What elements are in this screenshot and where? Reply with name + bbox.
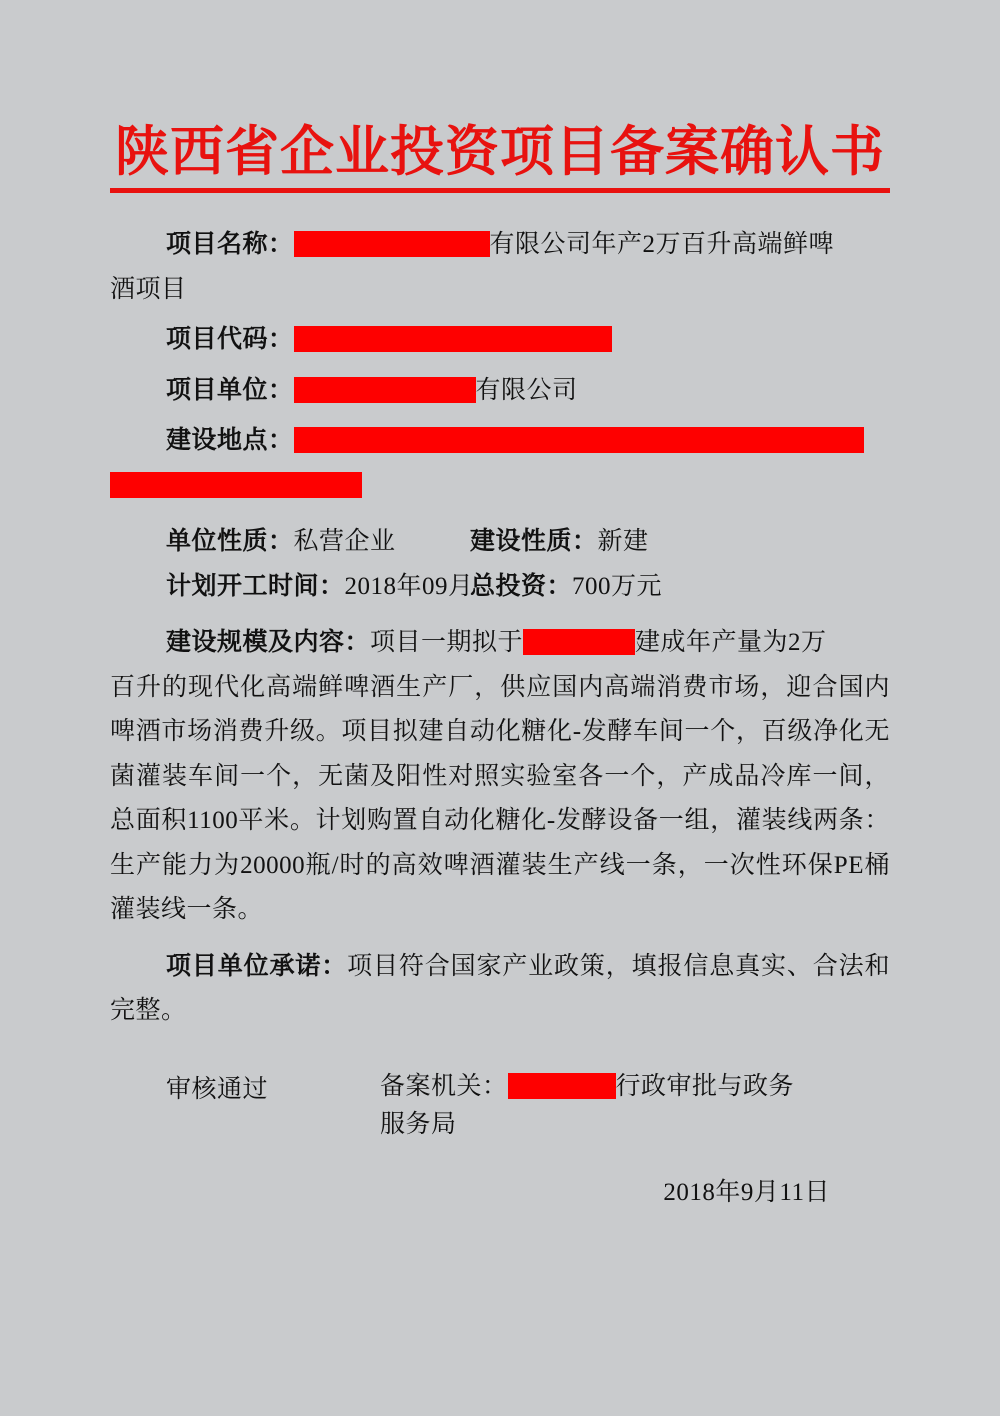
field-total-invest (470, 565, 890, 610)
commitment-text: 项目符合国家产业政策，填报信息真实、合法和完整。 (110, 952, 890, 1025)
start-time-label: 计划开工时间： (166, 572, 345, 600)
project-name-line2: 酒项目 (110, 275, 187, 303)
row-nature (110, 520, 890, 565)
commitment-label: 项目单位承诺： (166, 952, 348, 980)
scale-prefix: 项目一期拟于 (370, 629, 524, 657)
field-start-time (110, 565, 474, 610)
field-build-nature (470, 520, 890, 565)
scale-suffix: 建成年产量为2万 (635, 629, 827, 657)
field-project-name (110, 223, 890, 268)
row-signature (110, 1068, 890, 1146)
field-scale-head (110, 621, 890, 666)
authority-line2: 服务局 (380, 1111, 457, 1139)
scale-label: 建设规模及内容： (166, 629, 371, 657)
build-nature-value: 新建 (597, 528, 649, 556)
unit-nature-label: 单位性质： (166, 528, 294, 556)
authority-label: 备案机关： (380, 1072, 508, 1100)
redaction-bar-authority (508, 1073, 616, 1099)
field-project-code (110, 318, 890, 363)
page-title: 陕西省企业投资项目备案确认书 (110, 120, 890, 193)
redaction-bar-project-code (294, 326, 612, 352)
field-build-site-line2 (110, 464, 890, 509)
authority-suffix: 行政审批与政务 (615, 1072, 795, 1100)
redaction-bar-scale (523, 629, 635, 655)
start-time-value: 2018年09月 (344, 572, 474, 600)
project-name-suffix: 有限公司年产2万百升高端鲜啤 (489, 231, 835, 259)
project-unit-suffix: 有限公司 (475, 376, 578, 404)
document-date: 2018年9月11日 (663, 1179, 830, 1207)
project-unit-label: 项目单位： (166, 376, 294, 404)
field-build-site (110, 419, 890, 464)
field-project-unit (110, 369, 890, 414)
field-unit-nature (110, 520, 470, 565)
build-nature-label: 建设性质： (470, 528, 598, 556)
project-code-label: 项目代码： (166, 326, 294, 354)
document-fields (110, 223, 890, 1216)
row-schedule-invest (110, 565, 890, 610)
unit-nature-value: 私营企业 (293, 528, 396, 556)
field-project-name-line2 (110, 268, 890, 313)
total-invest-label: 总投资： (470, 572, 573, 600)
document-body (110, 120, 890, 1216)
redaction-bar-project-name (294, 231, 490, 257)
project-name-label: 项目名称： (166, 231, 294, 259)
redaction-bar-build-site-1 (294, 427, 864, 453)
scale-body: 百升的现代化高端鲜啤酒生产厂，供应国内高端消费市场，迎合国内啤酒市场消费升级。项目拟建自动化糖化-发酵车间一个，百级净化无菌灌装车间一个，无菌及阳性对照实验室各一个，产成品冷库一间，总面积1100平米。计划购置自动化糖化-发酵设备一组，灌装线两条：生产能力为20000瓶/时的高效啤酒灌装生产线一条，一次性环保PE桶灌装线一条。 (110, 673, 890, 924)
redaction-bar-build-site-2 (110, 472, 362, 498)
commitment-paragraph (110, 945, 890, 1034)
authority-block (380, 1068, 890, 1146)
review-status: 审核通过 (166, 1075, 269, 1103)
total-invest-value: 700万元 (572, 572, 663, 600)
build-site-label: 建设地点： (166, 427, 294, 455)
redaction-bar-project-unit (294, 377, 476, 403)
